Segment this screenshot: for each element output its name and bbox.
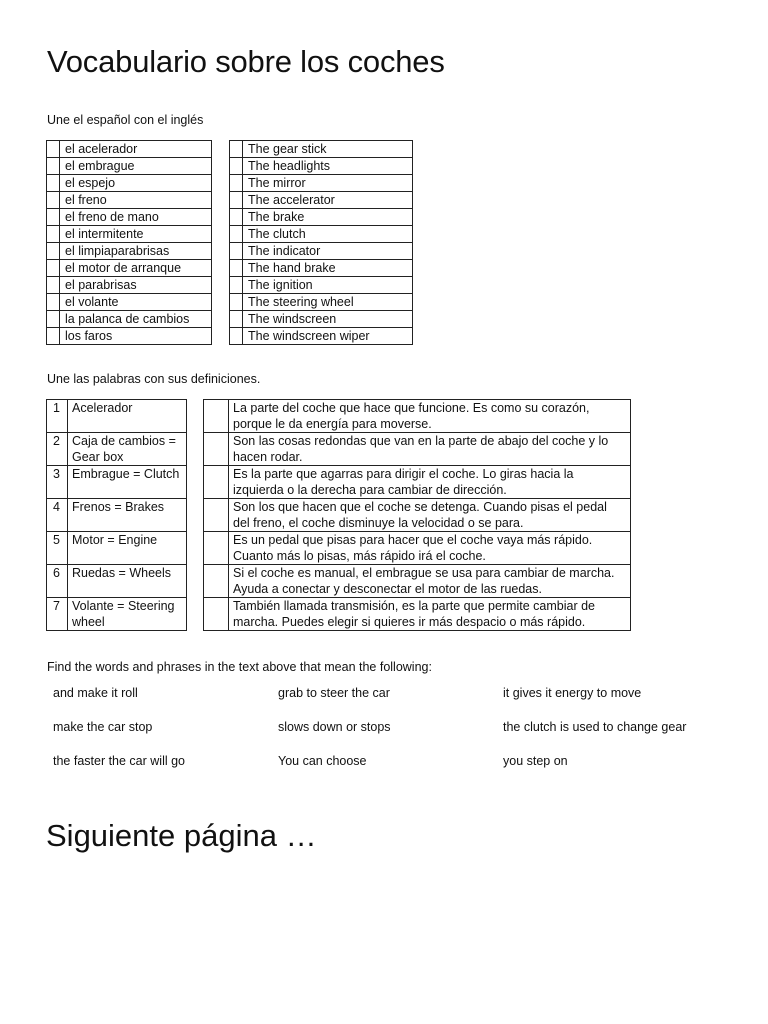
definition-text: La parte del coche que hace que funcione. Es como su corazón, porque le da energía para moverse.: [229, 400, 631, 433]
term-number: 3: [47, 466, 68, 499]
table-row: [47, 565, 187, 598]
phrase-item: it gives it energy to move: [503, 686, 642, 700]
phrase-item: the clutch is used to change gear: [503, 720, 687, 734]
next-page-heading: Siguiente página …: [46, 818, 317, 853]
definition-text: Es un pedal que pisas para hacer que el coche vaya más rápido. Cuanto más lo pisas, más rápido irá el coche.: [229, 532, 631, 565]
table-row: [47, 260, 212, 277]
table-row: [47, 243, 212, 260]
definition-text: Son las cosas redondas que van en la parte de abajo del coche y lo hacen rodar.: [229, 433, 631, 466]
table-row: [230, 311, 413, 328]
table-row: [204, 565, 631, 598]
term-label: Frenos = Brakes: [68, 499, 187, 532]
answer-blank[interactable]: [230, 243, 243, 260]
table-row: [47, 433, 187, 466]
table-row: [230, 243, 413, 260]
table-row: [47, 532, 187, 565]
phrase-item: the faster the car will go: [53, 754, 186, 768]
table-row: [230, 294, 413, 311]
definition-text: Son los que hacen que el coche se detenga. Cuando pisas el pedal del freno, el coche disminuye la velocidad o se para.: [229, 499, 631, 532]
english-word: The hand brake: [243, 260, 413, 277]
answer-blank[interactable]: [230, 294, 243, 311]
table-row: [230, 209, 413, 226]
spanish-word: los faros: [60, 328, 212, 345]
english-word: The steering wheel: [243, 294, 413, 311]
answer-blank[interactable]: [47, 158, 60, 175]
answer-blank[interactable]: [204, 400, 229, 433]
table-row: [204, 466, 631, 499]
term-number: 2: [47, 433, 68, 466]
table-row: [47, 141, 212, 158]
phrase-item: make the car stop: [53, 720, 153, 734]
answer-blank[interactable]: [204, 532, 229, 565]
table-row: [47, 226, 212, 243]
phrase-item: grab to steer the car: [278, 686, 390, 700]
phrase-item: and make it roll: [53, 686, 138, 700]
table-row: [230, 141, 413, 158]
term-label: Caja de cambios = Gear box: [68, 433, 187, 466]
english-word: The ignition: [243, 277, 413, 294]
english-word: The mirror: [243, 175, 413, 192]
definitions-table: [203, 399, 631, 631]
term-label: Volante = Steering wheel: [68, 598, 187, 631]
english-word: The gear stick: [243, 141, 413, 158]
term-number: 4: [47, 499, 68, 532]
spanish-vocab-table: [46, 140, 212, 345]
term-number: 6: [47, 565, 68, 598]
terms-table: [46, 399, 187, 631]
answer-blank[interactable]: [47, 175, 60, 192]
english-word: The accelerator: [243, 192, 413, 209]
table-row: [230, 192, 413, 209]
answer-blank[interactable]: [230, 260, 243, 277]
table-row: [47, 466, 187, 499]
section1-instruction: Une el español con el inglés: [47, 113, 204, 127]
table-row: [47, 192, 212, 209]
answer-blank[interactable]: [47, 226, 60, 243]
term-number: 1: [47, 400, 68, 433]
table-row: [47, 311, 212, 328]
table-row: [230, 158, 413, 175]
table-row: [230, 328, 413, 345]
table-row: [47, 294, 212, 311]
spanish-word: el embrague: [60, 158, 212, 175]
phrase-item: you step on: [503, 754, 568, 768]
answer-blank[interactable]: [47, 260, 60, 277]
table-row: [204, 400, 631, 433]
table-row: [47, 598, 187, 631]
spanish-word: el freno de mano: [60, 209, 212, 226]
term-label: Acelerador: [68, 400, 187, 433]
english-word: The windscreen: [243, 311, 413, 328]
answer-blank[interactable]: [47, 277, 60, 294]
spanish-word: el espejo: [60, 175, 212, 192]
table-row: [47, 175, 212, 192]
term-number: 7: [47, 598, 68, 631]
answer-blank[interactable]: [47, 294, 60, 311]
spanish-word: el volante: [60, 294, 212, 311]
english-word: The brake: [243, 209, 413, 226]
section2-instruction: Une las palabras con sus definiciones.: [47, 372, 261, 386]
answer-blank[interactable]: [204, 466, 229, 499]
answer-blank[interactable]: [230, 226, 243, 243]
table-row: [204, 532, 631, 565]
table-row: [47, 400, 187, 433]
english-word: The indicator: [243, 243, 413, 260]
spanish-word: el limpiaparabrisas: [60, 243, 212, 260]
page-title: Vocabulario sobre los coches: [47, 44, 445, 79]
table-row: [47, 158, 212, 175]
term-label: Embrague = Clutch: [68, 466, 187, 499]
answer-blank[interactable]: [230, 192, 243, 209]
definition-text: Si el coche es manual, el embrague se usa para cambiar de marcha. Ayuda a conectar y desconectar el motor de las ruedas.: [229, 565, 631, 598]
answer-blank[interactable]: [204, 565, 229, 598]
answer-blank[interactable]: [204, 433, 229, 466]
answer-blank[interactable]: [204, 598, 229, 631]
spanish-word: el acelerador: [60, 141, 212, 158]
answer-blank[interactable]: [230, 158, 243, 175]
table-row: [230, 175, 413, 192]
answer-blank[interactable]: [204, 499, 229, 532]
answer-blank[interactable]: [47, 141, 60, 158]
table-row: [204, 499, 631, 532]
spanish-word: la palanca de cambios: [60, 311, 212, 328]
term-label: Ruedas = Wheels: [68, 565, 187, 598]
phrase-grid: [53, 686, 753, 788]
table-row: [230, 277, 413, 294]
spanish-word: el motor de arranque: [60, 260, 212, 277]
term-number: 5: [47, 532, 68, 565]
table-row: [47, 277, 212, 294]
phrase-item: slows down or stops: [278, 720, 391, 734]
answer-blank[interactable]: [230, 209, 243, 226]
answer-blank[interactable]: [47, 328, 60, 345]
english-word: The windscreen wiper: [243, 328, 413, 345]
english-word: The clutch: [243, 226, 413, 243]
table-row: [47, 499, 187, 532]
answer-blank[interactable]: [230, 175, 243, 192]
definition-text: Es la parte que agarras para dirigir el coche. Lo giras hacia la izquierda o la derecha para cambiar de dirección.: [229, 466, 631, 499]
answer-blank[interactable]: [230, 141, 243, 158]
term-label: Motor = Engine: [68, 532, 187, 565]
spanish-word: el parabrisas: [60, 277, 212, 294]
phrase-item: You can choose: [278, 754, 367, 768]
answer-blank[interactable]: [47, 311, 60, 328]
answer-blank[interactable]: [47, 243, 60, 260]
table-row: [47, 209, 212, 226]
spanish-word: el intermitente: [60, 226, 212, 243]
answer-blank[interactable]: [47, 209, 60, 226]
english-word: The headlights: [243, 158, 413, 175]
answer-blank[interactable]: [230, 277, 243, 294]
table-row: [230, 226, 413, 243]
table-row: [47, 328, 212, 345]
answer-blank[interactable]: [47, 192, 60, 209]
table-row: [204, 433, 631, 466]
english-vocab-table: [229, 140, 413, 345]
spanish-word: el freno: [60, 192, 212, 209]
section3-instruction: Find the words and phrases in the text above that mean the following:: [47, 660, 432, 674]
answer-blank[interactable]: [230, 328, 243, 345]
definition-text: También llamada transmisión, es la parte que permite cambiar de marcha. Puedes elegir si quieres ir más despacio o más rápido.: [229, 598, 631, 631]
table-row: [204, 598, 631, 631]
answer-blank[interactable]: [230, 311, 243, 328]
table-row: [230, 260, 413, 277]
